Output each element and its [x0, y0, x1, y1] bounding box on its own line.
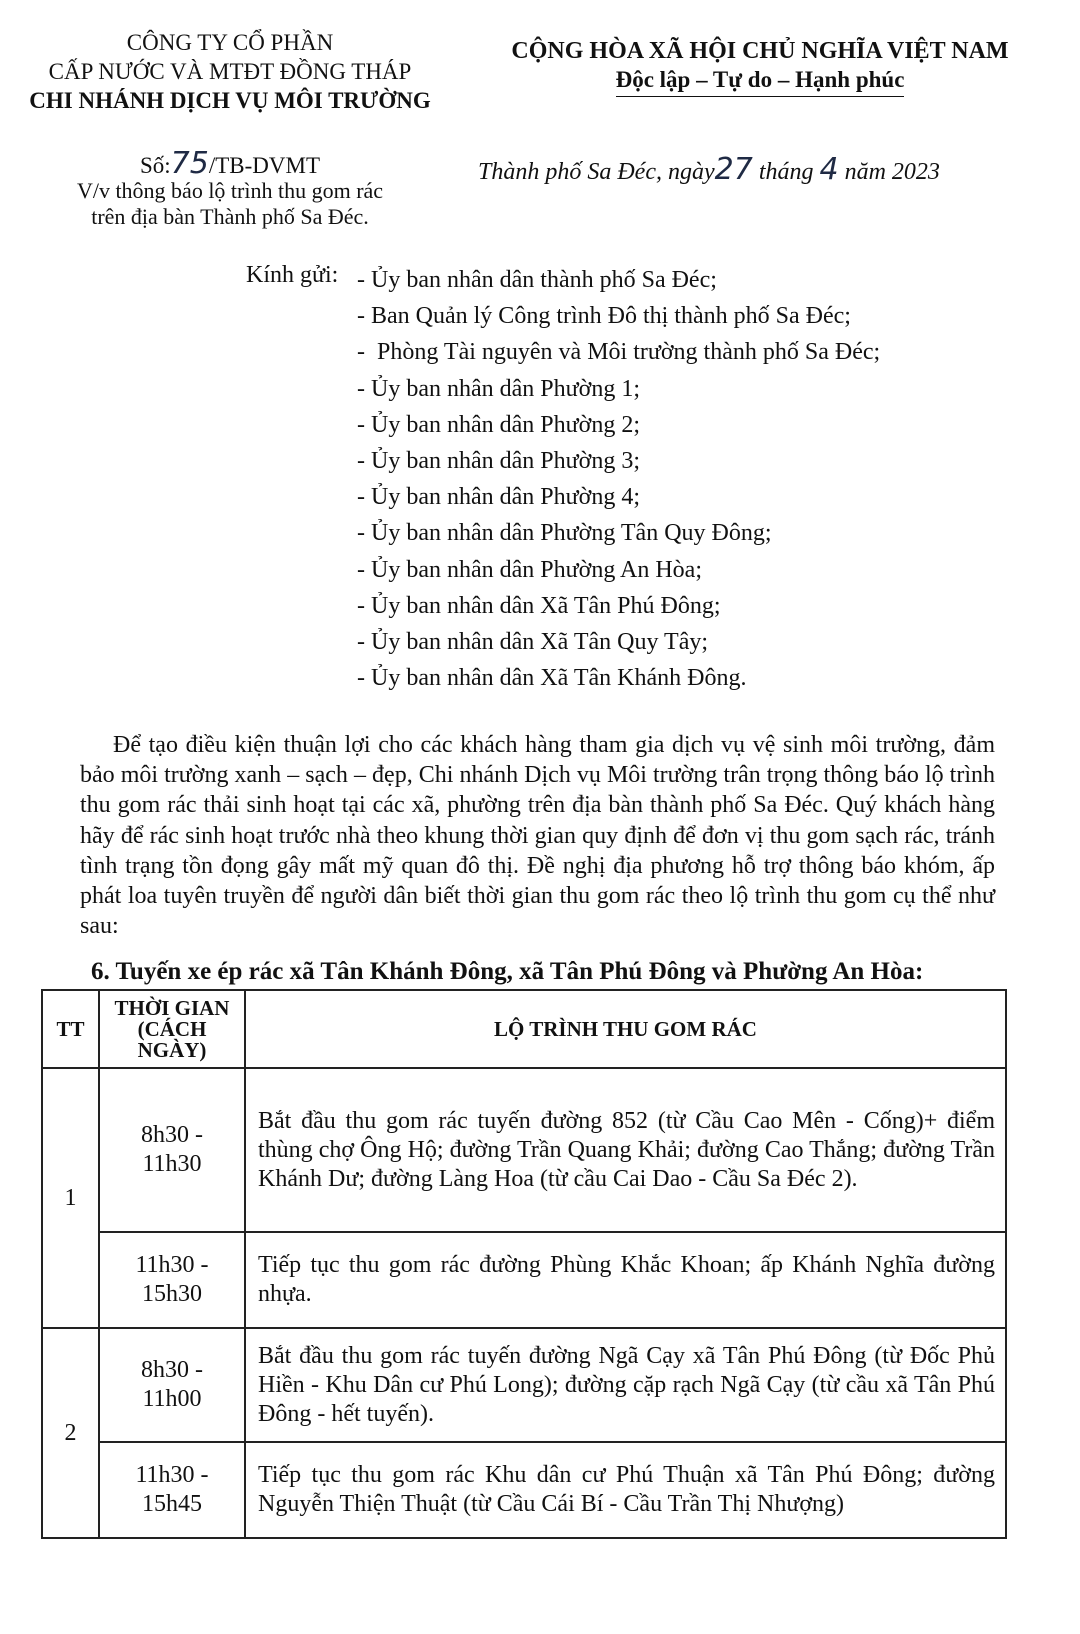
route-cell: Tiếp tục thu gom rác Khu dân cư Phú Thuận xã Tân Phú Đông; đường Nguyễn Thiện Thuật (từ Cầu Cái Bí - Cầu Trần Thị Nhượng): [245, 1442, 1006, 1538]
time-start: 8h30 -: [141, 1357, 203, 1383]
time-start: 8h30 -: [141, 1122, 203, 1148]
time-cell: [99, 1068, 245, 1232]
subject-line-1: V/v thông báo lộ trình thu gom rác: [76, 178, 384, 203]
table-row: [42, 1328, 1006, 1442]
time-end: 15h30: [142, 1281, 202, 1307]
recipient-item: - Ủy ban nhân dân Phường An Hòa;: [357, 556, 702, 583]
recipients-label: Kính gửi:: [246, 262, 339, 288]
date-month-label: tháng: [758, 159, 814, 185]
row-number: 2: [42, 1328, 99, 1538]
recipient-item: - Ủy ban nhân dân Xã Tân Khánh Đông.: [357, 665, 747, 692]
route-table: [41, 989, 1007, 1539]
nation-title: CỘNG HÒA XÃ HỘI CHỦ NGHĨA VIỆT NAM: [511, 38, 1009, 64]
recipient-item: - Ủy ban nhân dân Phường 4;: [357, 484, 640, 511]
recipient-item: - Ủy ban nhân dân Phường Tân Quy Đông;: [357, 520, 772, 547]
org-line-3: CHI NHÁNH DỊCH VỤ MÔI TRƯỜNG: [29, 88, 431, 113]
header-time: [99, 990, 245, 1068]
time-cell: [99, 1232, 245, 1328]
org-line-2: CẤP NƯỚC VÀ MTĐT ĐỒNG THÁP: [48, 59, 412, 84]
time-start: 11h30 -: [135, 1252, 209, 1278]
doc-no-handwritten: 75: [170, 146, 209, 181]
org-line-1: CÔNG TY CỔ PHẦN: [126, 30, 334, 55]
recipient-item: - Ủy ban nhân dân thành phố Sa Đéc;: [357, 267, 717, 293]
time-start: 11h30 -: [135, 1462, 209, 1488]
route-cell: Bắt đầu thu gom rác tuyến đường 852 (từ Cầu Cao Mên - Cống)+ điểm thùng chợ Ông Hộ; đường Trần Quang Khải; đường Cao Thắng; đường Trần Khánh Dư; đường Làng Hoa (từ cầu Cai Dao - Cầu Sa Đéc 2).: [245, 1068, 1006, 1232]
section-title: 6. Tuyến xe ép rác xã Tân Khánh Đông, xã Tân Phú Đông và Phường An Hòa:: [91, 958, 924, 985]
route-cell: Bắt đầu thu gom rác tuyến đường Ngã Cạy xã Tân Phú Đông (từ Đốc Phủ Hiền - Khu Dân cư Phú Long); đường cặp rạch Ngã Cạy (từ cầu xã Tân Phú Đông - hết tuyến).: [245, 1328, 1006, 1442]
header-time-line-3: NGÀY): [137, 1037, 207, 1062]
time-end: 11h30: [142, 1151, 202, 1177]
recipient-item: - Ban Quản lý Công trình Đô thị thành phố Sa Đéc;: [357, 303, 851, 330]
subject-line-2: trên địa bàn Thành phố Sa Đéc.: [91, 204, 369, 229]
document-number: [20, 146, 440, 181]
date-line: [478, 152, 940, 187]
time-cell: [99, 1328, 245, 1442]
time-end: 15h45: [142, 1491, 202, 1517]
doc-no-suffix: /TB-DVMT: [208, 153, 321, 178]
recipient-item: - Ủy ban nhân dân Phường 3;: [357, 448, 640, 475]
header-tt: TT: [42, 990, 99, 1068]
header-time-line-1: THỜI GIAN: [114, 995, 230, 1020]
route-cell: Tiếp tục thu gom rác đường Phùng Khắc Khoan; ấp Khánh Nghĩa đường nhựa.: [245, 1232, 1006, 1328]
body-paragraph: Để tạo điều kiện thuận lợi cho các khách hàng tham gia dịch vụ vệ sinh môi trường, đảm bảo môi trường xanh – sạch – đẹp, Chi nhánh Dịch vụ Môi trường trân trọng thông báo lộ trình thu gom rác thải sinh hoạt tại các xã, phường trên địa bàn thành phố Sa Đéc. Quý khách hàng hãy để rác sinh hoạt trước nhà theo khung thời gian quy định để đơn vị thu gom sạch rác, tránh tình trạng tồn đọng gây mất mỹ quan đô thị. Đề nghị địa phương hỗ trợ thông báo khóm, ấp phát loa tuyên truyền để người dân biết thời gian thu gom rác theo lộ trình thu gom cụ thể như sau:: [80, 732, 995, 940]
date-year: năm 2023: [844, 159, 940, 185]
recipient-item: - Ủy ban nhân dân Phường 2;: [357, 411, 640, 438]
recipient-item: - Ủy ban nhân dân Phường 1;: [357, 375, 640, 402]
table-row: [42, 1232, 1006, 1328]
recipients-list: [357, 262, 880, 696]
row-number: 1: [42, 1068, 99, 1328]
date-day-handwritten: 27: [714, 152, 753, 187]
time-end: 11h00: [142, 1386, 202, 1412]
doc-no-prefix: Số:: [139, 153, 171, 178]
date-prefix: Thành phố Sa Đéc, ngày: [478, 159, 715, 185]
time-cell: [99, 1442, 245, 1538]
recipient-item: - Ủy ban nhân dân Xã Tân Phú Đông;: [357, 592, 721, 619]
header-route: LỘ TRÌNH THU GOM RÁC: [245, 990, 1006, 1068]
document-subject: [20, 178, 440, 230]
header-time-line-2: (CÁCH: [137, 1016, 207, 1041]
recipient-item: - Ủy ban nhân dân Xã Tân Quy Tây;: [357, 629, 709, 656]
table-row: [42, 1442, 1006, 1538]
org-header: [20, 28, 440, 115]
nation-header: [480, 36, 1040, 97]
recipient-item: - Phòng Tài nguyên và Môi trường thành phố Sa Đéc;: [357, 339, 881, 366]
table-row: [42, 1068, 1006, 1232]
date-month-handwritten: 4: [819, 152, 839, 187]
table-header-row: [42, 990, 1006, 1068]
nation-motto: Độc lập – Tự do – Hạnh phúc: [616, 66, 905, 97]
